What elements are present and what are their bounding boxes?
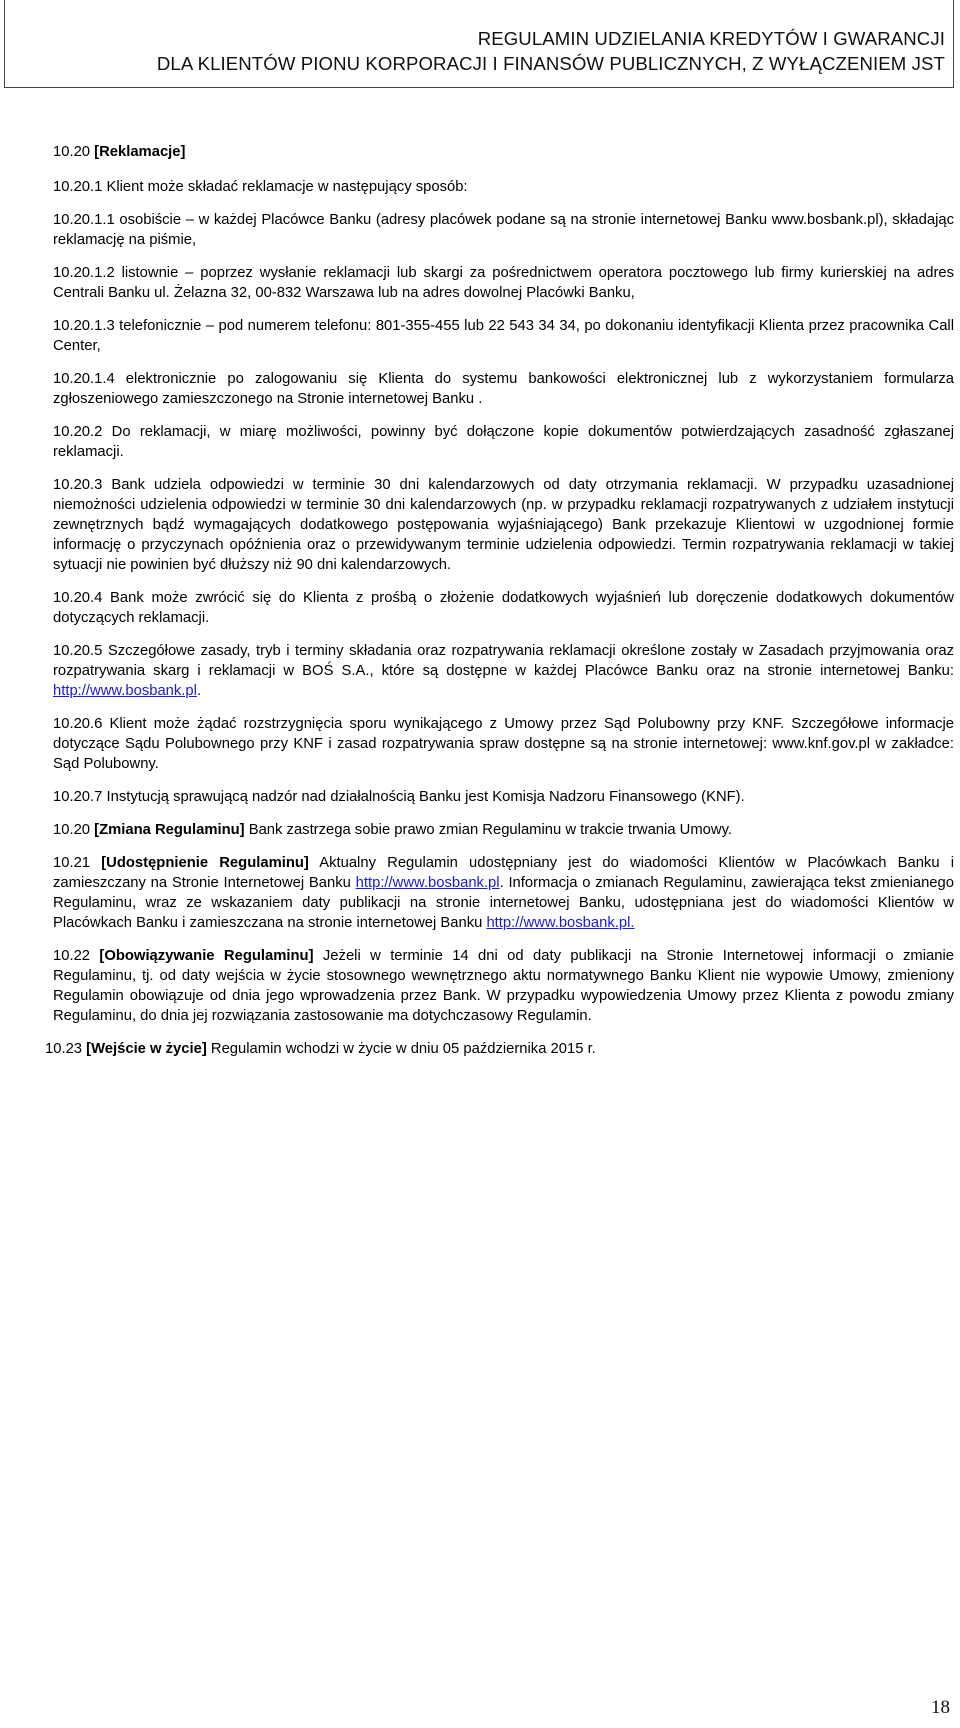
section-text: 10.20.5 Szczegółowe zasady, tryb i terminy składania oraz rozpatrywania reklamacji określone zostały w Zasadach przyjmowania oraz rozpatrywania skarg i reklamacji w BOŚ S.A., które są dostępne w każdej Placówce Banku oraz na stronie internetowej Banku: (53, 643, 954, 679)
bosbank-link[interactable]: http://www.bosbank.pl. (486, 915, 635, 931)
section-10-20-1-1: 10.20.1.1 osobiście – w każdej Placówce Banku (adresy placówek podane są na stronie internetowej Banku www.bosbank.pl), składając reklamację na piśmie, (53, 212, 954, 248)
section-number: 10.20 (53, 822, 95, 838)
section-title: [Reklamacje] (94, 144, 186, 160)
section-number: 10.20 (53, 144, 95, 160)
section-10-20-1: 10.20.1 Klient może składać reklamacje w następujący sposób: (53, 179, 468, 195)
section-10-20-7: 10.20.7 Instytucją sprawującą nadzór nad działalnością Banku jest Komisja Nadzoru Finansowego (KNF). (53, 789, 745, 805)
section-10-20-6: 10.20.6 Klient może żądać rozstrzygnięcia sporu wynikającego z Umowy przez Sąd Polubowny przy KNF. Szczegółowe informacje dotyczące Sądu Polubownego przy KNF i zasad rozpatrywania spraw dostępne są na stronie internetowej: www.knf.gov.pl w zakładce: Sąd Polubowny. (53, 716, 954, 772)
section-number: 10.22 (53, 948, 100, 964)
section-text: Bank zastrzega sobie prawo zmian Regulaminu w trakcie trwania Umowy. (244, 822, 732, 838)
section-10-20-2: 10.20.2 Do reklamacji, w miarę możliwości, powinny być dołączone kopie dokumentów potwierdzających zasadność zgłaszanej reklamacji. (53, 424, 954, 460)
document-header (4, 0, 954, 88)
section-title: [Obowiązywanie Regulaminu] (99, 948, 314, 964)
section-10-20-5 (53, 641, 954, 701)
section-10-20-1-2: 10.20.1.2 listownie – poprzez wysłanie reklamacji lub skargi za pośrednictwem operatora pocztowego lub firmy kurierskiej na adres Centrali Banku ul. Żelazna 32, 00-832 Warszawa lub na adres dowolnej Placówki Banku, (53, 265, 954, 301)
section-title: [Wejście w życie] (86, 1041, 207, 1057)
section-10-22 (53, 946, 954, 1026)
section-number: 10.23 (45, 1041, 87, 1057)
section-10-20-heading (53, 142, 954, 162)
section-10-20-1-4: 10.20.1.4 elektronicznie po zalogowaniu się Klienta do systemu bankowości elektronicznej lub z wykorzystaniem formularza zgłoszeniowego zamieszczonego na Stronie internetowej Banku . (53, 371, 954, 407)
section-10-23 (45, 1039, 954, 1059)
section-text: . Informacja o zmianach Regulaminu, zawierająca tekst zmienianego Regulaminu, wraz ze wskazaniem daty publikacji na stronie internetowej Banku, udostępniana jest do wiadomości Klientów w Placówkach Banku i zamieszczana na stronie internetowej Banku (53, 875, 954, 931)
section-title: [Udostępnienie Regulaminu] (101, 855, 309, 871)
section-title: [Zmiana Regulaminu] (94, 822, 245, 838)
section-10-20-1-3: 10.20.1.3 telefonicznie – pod numerem telefonu: 801-355-455 lub 22 543 34 34, po dokonaniu identyfikacji Klienta przez pracownika Call Center, (53, 318, 954, 354)
section-text: Jeżeli w terminie 14 dni od daty publikacji na Stronie Internetowej informacji o zmianie Regulaminu, tj. od daty wejścia w życie stosownego wewnętrznego aktu normatywnego Banku Klient nie wypowie Umowy, zmieniony Regulamin obowiązuje od dnia jego wprowadzenia przez Bank. W przypadku wypowiedzenia Umowy przez Klienta z powodu zmiany Regulaminu, do dnia jej rozwiązania zastosowanie ma dotychczasowy Regulamin. (53, 948, 955, 1024)
section-text-end: . (196, 683, 202, 699)
section-zmiana-regulaminu (53, 820, 954, 840)
header-title-line1: REGULAMIN UDZIELANIA KREDYTÓW I GWARANCJI (477, 28, 945, 49)
document-body (45, 142, 955, 1071)
header-title-line2: DLA KLIENTÓW PIONU KORPORACJI I FINANSÓW PUBLICZNYCH, Z WYŁĄCZENIEM JST (156, 53, 945, 74)
section-text: Regulamin wchodzi w życie w dniu 05 października 2015 r. (206, 1041, 596, 1057)
bosbank-link[interactable]: http://www.bosbank.pl (355, 875, 500, 891)
section-10-20-3: 10.20.3 Bank udziela odpowiedzi w terminie 30 dni kalendarzowych od daty otrzymania reklamacji. W przypadku uzasadnionej niemożności udzielenia odpowiedzi w terminie 30 dni kalendarzowych (np. w przypadku reklamacji rozpatrywanych z udziałem instytucji zewnętrznych bądź wymagających dodatkowego postępowania wyjaśniającego) Bank przekazuje Klientowi w uzgodnionej formie informację o przyczynach opóźnienia oraz o przewidywanym terminie udzielenia odpowiedzi. Termin rozpatrywania reklamacji w takiej sytuacji nie powinien być dłuższy niż 90 dni kalendarzowych. (53, 477, 954, 573)
bosbank-link[interactable]: http://www.bosbank.pl (53, 683, 197, 699)
section-10-20-4: 10.20.4 Bank może zwrócić się do Klienta z prośbą o złożenie dodatkowych wyjaśnień lub doręczenie dodatkowych dokumentów dotyczących reklamacji. (53, 590, 954, 626)
section-text: Aktualny Regulamin udostępniany jest do wiadomości Klientów w Placówkach Banku i zamieszczany na Stronie Internetowej Banku (53, 855, 955, 891)
section-number: 10.21 (53, 855, 102, 871)
page-number: 18 (931, 1697, 950, 1718)
section-10-21 (53, 853, 954, 933)
